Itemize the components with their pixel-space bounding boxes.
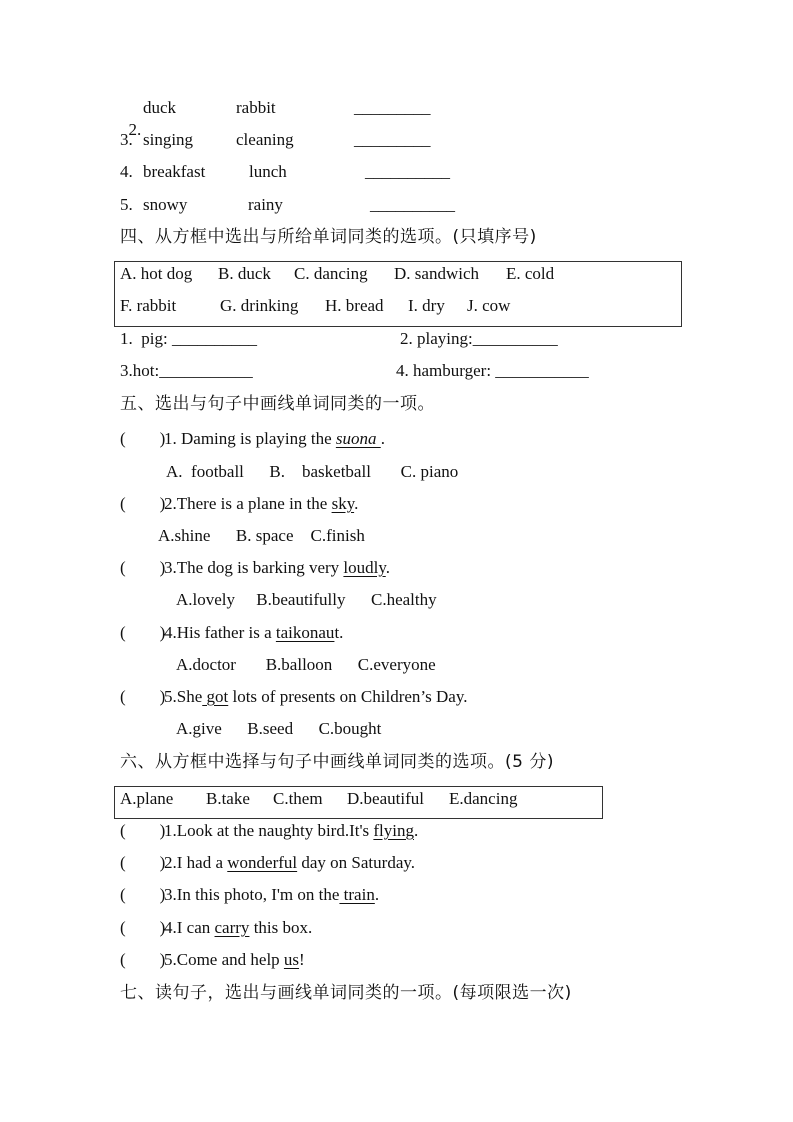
underlined-word: carry xyxy=(214,918,250,937)
question-text: 2.There is a plane in the sky. xyxy=(164,494,359,513)
answer-paren[interactable]: ( ) xyxy=(120,494,166,513)
answer-blank[interactable]: _________ xyxy=(354,98,431,117)
answer-paren[interactable]: ( ) xyxy=(120,821,166,840)
section-heading-7: 七、读句子，选出与画线单词同类的一项。(每项限选一次) xyxy=(120,983,572,1003)
question-text: 4.I can carry this box. xyxy=(164,918,313,937)
answer-blank[interactable]: __________ xyxy=(370,195,455,214)
box-option: C.them xyxy=(273,789,323,808)
question-text: 4.His father is a taikonaut. xyxy=(164,623,344,642)
box-option: G. drinking xyxy=(220,296,299,315)
underlined-word: sky xyxy=(331,494,355,513)
underlined-word: flying xyxy=(373,821,414,840)
answer-paren[interactable]: ( ) xyxy=(120,950,166,969)
word-1: breakfast xyxy=(143,162,206,181)
question-line[interactable]: 2. playing:__________ xyxy=(400,329,558,348)
answer-paren[interactable]: ( ) xyxy=(120,918,166,937)
box-option: D.beautiful xyxy=(347,789,424,808)
underlined-word: loudly xyxy=(343,558,386,577)
section-heading-4: 四、从方框中选出与所给单词同类的选项。(只填序号) xyxy=(120,227,537,247)
word-2: lunch xyxy=(249,162,287,181)
question-text: 1.Look at the naughty bird.It's flying. xyxy=(164,821,419,840)
underlined-word: wonderful xyxy=(227,853,298,872)
question-line[interactable]: 3.hot:___________ xyxy=(120,361,253,380)
word-2: cleaning xyxy=(236,130,294,149)
word-2: rabbit xyxy=(236,98,276,117)
answer-paren[interactable]: ( ) xyxy=(120,853,166,872)
box-option: I. dry xyxy=(408,296,445,315)
box-option: C. dancing xyxy=(294,264,368,283)
question-text: 2.I had a wonderful day on Saturday. xyxy=(164,853,416,872)
answer-blank[interactable]: __________ xyxy=(365,162,450,181)
question-line[interactable]: 4. hamburger: ___________ xyxy=(396,361,589,380)
row-number: 3. xyxy=(120,130,133,149)
answer-paren[interactable]: ( ) xyxy=(120,558,166,577)
question-text: 1. Daming is playing the suona . xyxy=(164,429,385,448)
question-text: 3.In this photo, I'm on the train. xyxy=(164,885,380,904)
box-option: J. cow xyxy=(467,296,511,315)
answer-paren[interactable]: ( ) xyxy=(120,687,166,706)
underlined-word: us xyxy=(283,950,300,969)
question-text: 5.She got lots of presents on Children’s Day. xyxy=(164,687,468,706)
row-number: 2. xyxy=(128,120,142,139)
answer-paren[interactable]: ( ) xyxy=(120,623,166,642)
options-line: A.lovely B.beautifully C.healthy xyxy=(176,590,437,609)
underlined-word: got xyxy=(202,687,229,706)
question-line[interactable]: 1. pig: __________ xyxy=(120,329,257,348)
section-heading-5: 五、选出与句子中画线单词同类的一项。 xyxy=(120,394,435,414)
options-line: A.give B.seed C.bought xyxy=(176,719,382,738)
box-option: D. sandwich xyxy=(394,264,479,283)
row-number: 5. xyxy=(120,195,133,214)
box-option: B. duck xyxy=(218,264,271,283)
underlined-word: train xyxy=(339,885,375,904)
word-2: rainy xyxy=(248,195,283,214)
question-text: 5.Come and help us! xyxy=(164,950,305,969)
word-1: duck xyxy=(143,98,177,117)
options-line: A. football B. basketball C. piano xyxy=(166,462,459,481)
box-option: F. rabbit xyxy=(120,296,177,315)
answer-blank[interactable]: _________ xyxy=(354,130,431,149)
options-line: A.doctor B.balloon C.everyone xyxy=(176,655,436,674)
box-option: E.dancing xyxy=(449,789,518,808)
word-1: singing xyxy=(143,130,194,149)
row-number: 4. xyxy=(120,162,133,181)
box-option: H. bread xyxy=(325,296,384,315)
box-option: E. cold xyxy=(506,264,555,283)
answer-paren[interactable]: ( ) xyxy=(120,885,166,904)
underlined-word: taikonau xyxy=(275,623,335,642)
section-heading-6: 六、从方框中选择与句子中画线单词同类的选项。(5 分) xyxy=(120,752,554,772)
box-option: B.take xyxy=(206,789,250,808)
box-option: A. hot dog xyxy=(120,264,193,283)
options-line: A.shine B. space C.finish xyxy=(158,526,365,545)
question-text: 3.The dog is barking very loudly. xyxy=(164,558,390,577)
underlined-word: suona xyxy=(335,429,381,448)
answer-paren[interactable]: ( ) xyxy=(120,429,166,448)
box-option: A.plane xyxy=(120,789,174,808)
word-1: snowy xyxy=(143,195,188,214)
